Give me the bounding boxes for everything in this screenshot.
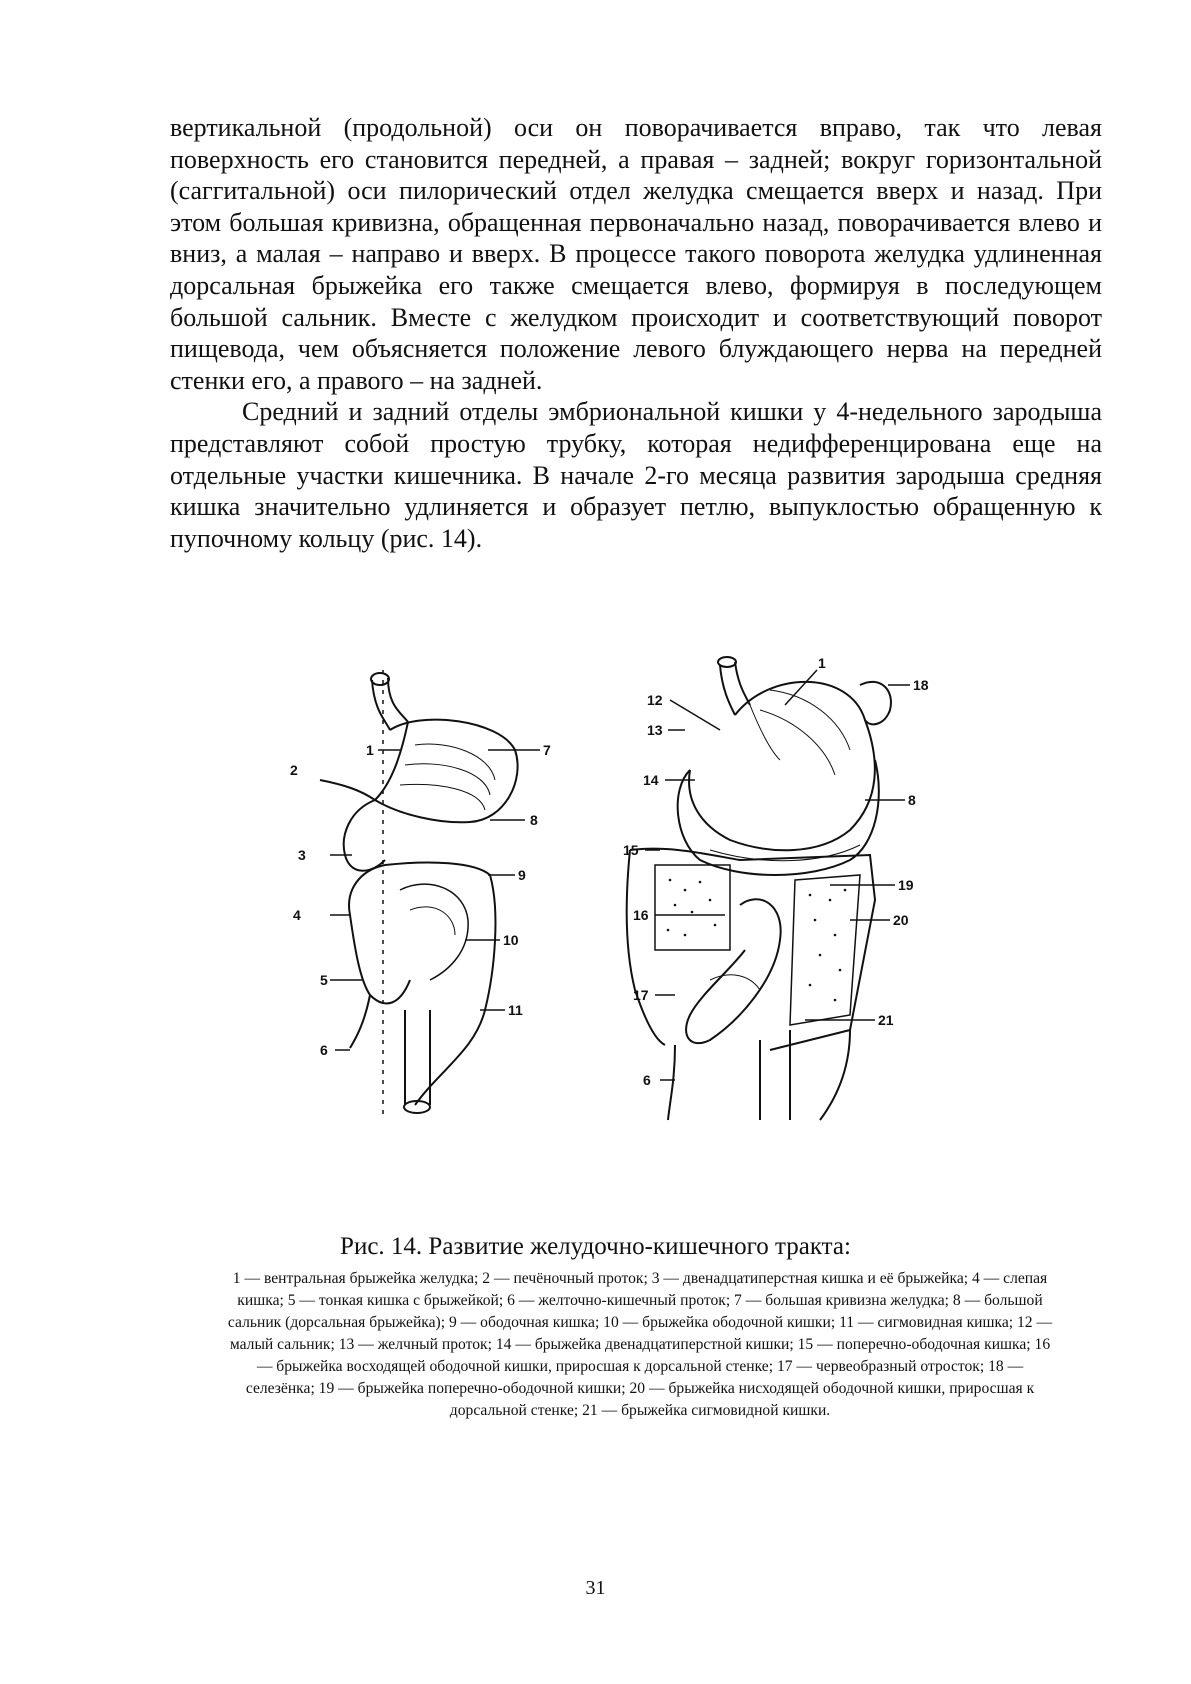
page-number: 31 xyxy=(585,1577,606,1599)
anatomy-drawing xyxy=(290,650,970,1205)
figure-label: 6 xyxy=(643,1072,651,1088)
figure-label: 8 xyxy=(530,812,538,828)
body-text xyxy=(170,112,1102,554)
figure-label: 19 xyxy=(898,877,914,893)
figure-label: 15 xyxy=(623,842,639,858)
figure-label: 12 xyxy=(647,692,663,708)
figure-label: 16 xyxy=(633,907,649,923)
figure-label: 6 xyxy=(320,1042,328,1058)
figure-label: 20 xyxy=(893,912,909,928)
figure-label: 7 xyxy=(543,742,551,758)
figure-label: 1 xyxy=(366,742,374,758)
figure-label: 5 xyxy=(320,972,328,988)
figure-label: 21 xyxy=(878,1012,894,1028)
figure-label: 3 xyxy=(298,847,306,863)
figure-label: 18 xyxy=(913,677,929,693)
figure-label: 10 xyxy=(503,932,519,948)
figure-label: 17 xyxy=(633,987,649,1003)
figure-label: 1 xyxy=(818,655,826,671)
figure-label: 2 xyxy=(290,762,298,778)
paragraph: Средний и задний отделы эмбриональной кишки у 4-недельного зародыша представляют собой простую трубку, которая недифференцирована еще на отдельные участки кишечника. В начале 2-го месяца развития зародыша средняя кишка значительно удлиняется и образует петлю, выпуклостью обращенную к пупочному кольцу (рис. 14). xyxy=(170,397,1102,553)
figure-caption-title: Рис. 14. Развитие желудочно-кишечного тракта: xyxy=(340,1233,851,1260)
left-drawing xyxy=(320,670,540,1115)
figure-label: 9 xyxy=(518,867,526,883)
figure-illustration xyxy=(290,650,970,1205)
figure-label: 14 xyxy=(643,772,659,788)
figure-label: 13 xyxy=(647,722,663,738)
figure-label: 8 xyxy=(908,792,916,808)
paragraph: вертикальной (продольной) оси он поворачивается вправо, так что левая поверхность его становится передней, а правая – задней; вокруг горизонтальной (саггитальной) оси пилорический отдел желудка смещается вверх и назад. При этом большая кривизна, обращенная первоначально назад, поворачивается влево и вниз, а малая – направо и вверх. В процессе такого поворота желудка удлиненная дорсальная брыжейка его также смещается влево, формируя в последующем большой сальник. Вместе с желудком происходит и соответствующий поворот пищевода, чем объясняется положение левого блуждающего нерва на передней стенки его, а правого – на задней. xyxy=(170,113,1102,395)
figure-legend: 1 — вентральная брыжейка желудка; 2 — печёночный проток; 3 — двенадцатиперстная кишка и её брыжейка; 4 — слепая кишка; 5 — тонкая кишка с брыжейкой; 6 — желточно-кишечный проток; 7 — большая кривизна желудка; 8 — большой сальник (дорсальная брыжейка); 9 — ободочная кишка; 10 — брыжейка ободочной кишки; 11 — сигмовидная кишка; 12 — малый сальник; 13 — желчный проток; 14 — брыжейка двенадцатиперстной кишки; 15 — поперечно-ободочная кишка; 16 — брыжейка восходящей ободочной кишки, приросшая к дорсальной стенке; 17 — червеобразный отросток; 18 — селезёнка; 19 — брыжейка поперечно-ободочной кишки; 20 — брыжейка нисходящей ободочной кишки, приросшая к дорсальной стенке; 21 — брыжейка сигмовидной кишки. xyxy=(227,1270,1053,1419)
figure-label: 11 xyxy=(508,1002,523,1018)
right-drawing xyxy=(627,657,910,1120)
figure-label: 4 xyxy=(293,907,301,923)
